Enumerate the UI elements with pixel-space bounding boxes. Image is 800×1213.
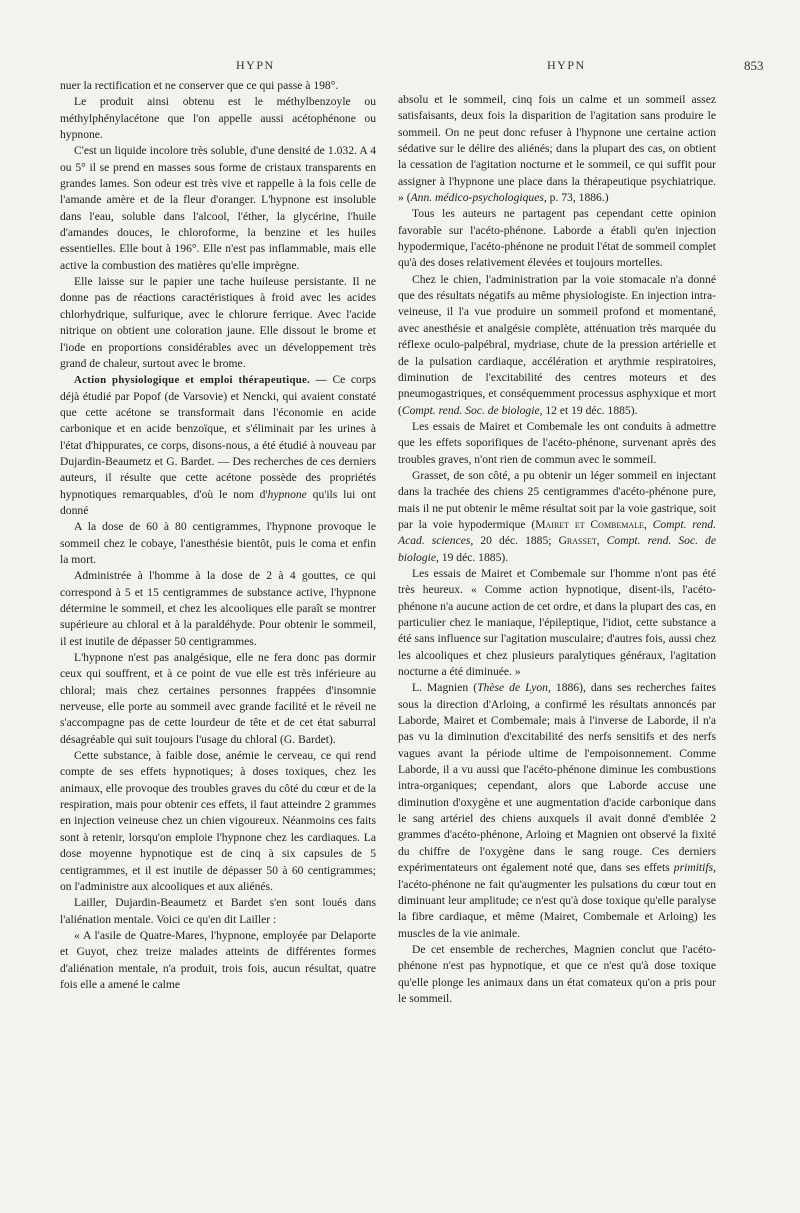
text-run: Chez le chien, l'administration par la voie stomacale n'a donné que des résultats négatifs au même physiologiste. En injection intra-veineuse, il l'a vue produire un sommeil profond et momentané, avec anesthésie et analgésie complète, atténuation très marquée du réflexe oculo-palpébral, mydriase, chute de la pression artérielle et de la pulsation cardiaque, accélération et arythmie respiratoires, diminution de l'excitabilité des centres moteurs et des pneumogastriques, et conséquemment processus asphyxique et mort ( bbox=[398, 272, 716, 417]
paragraph: De cet ensemble de recherches, Magnien conclut que l'acéto-phénone n'est pas hypnotique, et que ce n'est qu'à dose toxique qu'elle plonge les animaux dans un état comateux qu'on a pris pour le sommeil. bbox=[398, 942, 716, 1005]
paragraph: C'est un liquide incolore très soluble, d'une densité de 1.032. A 4 ou 5° il se prend en masses sous forme de cristaux transparents en grandes lames. Son odeur est très vive et rappelle à la fois celle de l'amande amère et de la fleur d'oranger. L'hypnone est insoluble dans l'eau, soluble dans l'alcool, l'éther, la glycérine, l'huile d'amandes douces, le chloroforme, la benzine et les huiles essentielles. Elle bout à 196°. Elle n'est pas inflammable, mais elle active la combustion des matières qu'elle imprègne. bbox=[60, 144, 376, 272]
italic-term: primitifs, bbox=[673, 861, 716, 875]
citation: Compt. rend. Acad. sciences, bbox=[398, 517, 716, 548]
paragraph bbox=[398, 468, 716, 566]
right-column bbox=[398, 92, 716, 1007]
citation: Thèse de Lyon, bbox=[477, 681, 551, 695]
citation: Compt. rend. Soc. de biologie, bbox=[401, 403, 543, 417]
paragraph: L'hypnone n'est pas analgésique, elle ne fera donc pas dormir ceux qui souffrent, et à ce point de vue elle est très inférieure au chloral; mais chez certaines personnes frappées d'insomnie nerveuse, elle porte au sommeil avec grande facilité et le réveil ne s'accompagne pas de cette lourdeur de tête et de cet état saburral désagréable qui suit toujours l'usage du chloral (G. Bardet). bbox=[60, 651, 376, 746]
text-run: absolu et le sommeil, cinq fois un calme et un sommeil assez satisfaisants, deux fois la disparition de l'agitation sans produire le sommeil. On ne peut donc refuser à l'hypnone une certaine action sédative sur le délire des aliénés; dans la plupart des cas, on obtient la cessation de l'agitation nocturne et le sommeil, ce qui suffit pour assigner à l'hypnone une place dans la thérapeutique psychiatrique. » ( bbox=[398, 93, 716, 205]
paragraph: nuer la rectification et ne conserver que ce qui passe à 198°. bbox=[60, 79, 339, 92]
text-run: Grasset, de son côté, a pu obtenir un léger sommeil en injectant dans la trachée des chiens 25 centigrammes d'acéto-phénone pure, mais il ne put obtenir le même résultat soit par la voie gastrique, soit par la voie hypodermique ( bbox=[398, 468, 716, 531]
paragraph bbox=[398, 92, 716, 206]
paragraph: Lailler, Dujardin-Beaumetz et Bardet s'en sont loués dans l'aliénation mentale. Voici ce qu'en dit Lailler : bbox=[60, 896, 376, 926]
running-head-right: HYPN bbox=[547, 58, 586, 72]
text-run: l'acéto-phénone ne fait qu'augmenter les pulsations du cœur tout en diminuant leur amplitude; ce n'est qu'à dose toxique qu'elle paralyse la fibre cardiaque, et même (Mairet, Combemale et Arloing) les muscles de la vie animale. bbox=[398, 877, 716, 940]
paragraph: Les essais de Mairet et Combemale les ont conduits à admettre que les effets soporifiques de l'acéto-phénone, survenant après des troubles graves, n'ont rien de commun avec le sommeil. bbox=[398, 419, 716, 466]
italic-term: hypnone bbox=[267, 487, 307, 501]
running-head-left: HYPN bbox=[236, 58, 275, 72]
text-run: 1886), dans ses recherches faites sous la direction d'Arloing, a confirmé les résultats annoncés par Laborde, Mairet et Combemale; mais à l'inverse de Laborde, il n'a pas vu la diminution d'excitabilité des nerfs sensitifs et des nerfs vagues avant la période ultime de l'empoisonnement. Comme Laborde, il a vu aussi que l'acéto-phénone diminue les combustions intra-organiques; cependant, alors que Laborde accuse une diminution d'oxygène et une augmentation d'acide carbonique dans le sang artériel des chiens auxquels il avait donné d'emblée 2 grammes d'acéto-phénone, Arloing et Magnien ont observé la fixité du chiffre de l'oxygène dans le sang rouge. Ces derniers expérimentateurs ont également noté que, dans ses effets bbox=[398, 681, 716, 875]
text-run: 20 déc. 1885; bbox=[473, 534, 559, 548]
paragraph: Administrée à l'homme à la dose de 2 à 4 gouttes, ce qui correspond à 5 et 15 centigrammes de substance active, l'hypnone détermine le sommeil, et chez les alcooliques elle paraît se montrer supérieure au chloral et à la paraldéhyde. Pour obtenir le sommeil, il est inutile de dépasser 50 centigrammes. bbox=[60, 569, 376, 648]
text-run: 19 déc. 1885). bbox=[438, 550, 509, 564]
citation: Ann. médico-psychologiques, bbox=[410, 191, 547, 205]
paragraph: Tous les auteurs ne partagent pas cependant cette opinion favorable sur l'acéto-phénone. Laborde a établi qu'en injection hypodermique, l'acéto-phénone ne produit l'état de sommeil complet qu'à des doses relativement élevées et toujours mortelles. bbox=[398, 207, 716, 270]
text-run: qu'ils lui ont donné bbox=[60, 487, 376, 517]
citation: Compt. rend. Soc. de biologie, bbox=[398, 534, 716, 564]
text-run: Ce corps déjà étudié par Popof (de Varsovie) et Nencki, qui avaient constaté que cette acétone se transformait dans l'économie en acide carbonique et en acide benzoïque, et s'éliminait par les urines à l'état d'hippurates, ce corps, disons-nous, a été étudié à nouveau par Dujardin-Beaumetz et G. Bardet. — Des recherches de ces derniers auteurs, il résulte que cette acétone possède des propriétés hypnotiques remarquables, d'où le nom d' bbox=[60, 373, 376, 501]
left-column bbox=[60, 78, 376, 993]
author-names: Mairet et Combemale, bbox=[535, 517, 647, 531]
page-number: 853 bbox=[744, 58, 764, 73]
author-names: Grasset, bbox=[558, 534, 600, 548]
paragraph: Les essais de Mairet et Combemale sur l'homme n'ont pas été très heureux. « Comme action hypnotique, disent-ils, l'acéto-phénone n'a aucune action de cet ordre, et dans la plupart des cas, en particulier chez le maniaque, l'épileptique, l'idiot, cette substance a été sans influence sur l'agitation musculaire; d'autres fois, aussi chez les alcooliques et chez plusieurs paralytiques généraux, l'agitation nocturne a été diminuée. » bbox=[398, 566, 716, 679]
paragraph bbox=[60, 372, 376, 519]
paragraph: Le produit ainsi obtenu est le méthylbenzoyle ou méthylphénylacétone que l'on appelle aussi acétophénone ou hypnone. bbox=[60, 95, 376, 142]
text-run: p. 73, 1886.) bbox=[546, 191, 609, 205]
paragraph: Cette substance, à faible dose, anémie le cerveau, ce qui rend compte de ses effets hypnotiques; à doses toxiques, chez les animaux, elle provoque des troubles graves du côté du cœur et de la respiration, mais pour obtenir ces effets, il faut atteindre 2 grammes en injection veineuse chez un chien vigoureux. Néanmoins ces faits sont à retenir, lorsqu'on emploie l'hypnone chez les cardiaques. La dose moyenne hypnotique est de cinq à six capsules de 5 centigrammes, et il est inutile de dépasser 50 à 60 centigrammes; on l'administre aux alcooliques et aux aliénés. bbox=[60, 749, 376, 893]
section-title: Action physiologique et emploi thérapeutique. — bbox=[74, 374, 327, 387]
paragraph bbox=[398, 272, 716, 419]
text-run: 12 et 19 déc. 1885). bbox=[542, 403, 638, 417]
paragraph bbox=[398, 680, 716, 942]
paragraph: A la dose de 60 à 80 centigrammes, l'hypnone provoque le sommeil chez le cobaye, l'anesthésie bientôt, puis le coma et enfin la mort. bbox=[60, 520, 376, 566]
paragraph: Elle laisse sur le papier une tache huileuse persistante. Il ne donne pas de réactions caractéristiques à froid avec les acides chlorhydrique, sulfurique, avec le chlorure ferrique. Avec l'acide nitrique on obtient une coloration jaune. Elle dissout le brome et l'iode en proportions considérables avec un développement très grand de chaleur, surtout avec le brome. bbox=[60, 275, 376, 370]
paragraph: « A l'asile de Quatre-Mares, l'hypnone, employée par Delaporte et Guyot, chez treize malades atteints de différentes formes d'aliénation mentale, n'a produit, trois fois, aucun résultat, quatre fois elle a amené le calme bbox=[60, 928, 376, 991]
text-run: L. Magnien ( bbox=[412, 681, 478, 695]
